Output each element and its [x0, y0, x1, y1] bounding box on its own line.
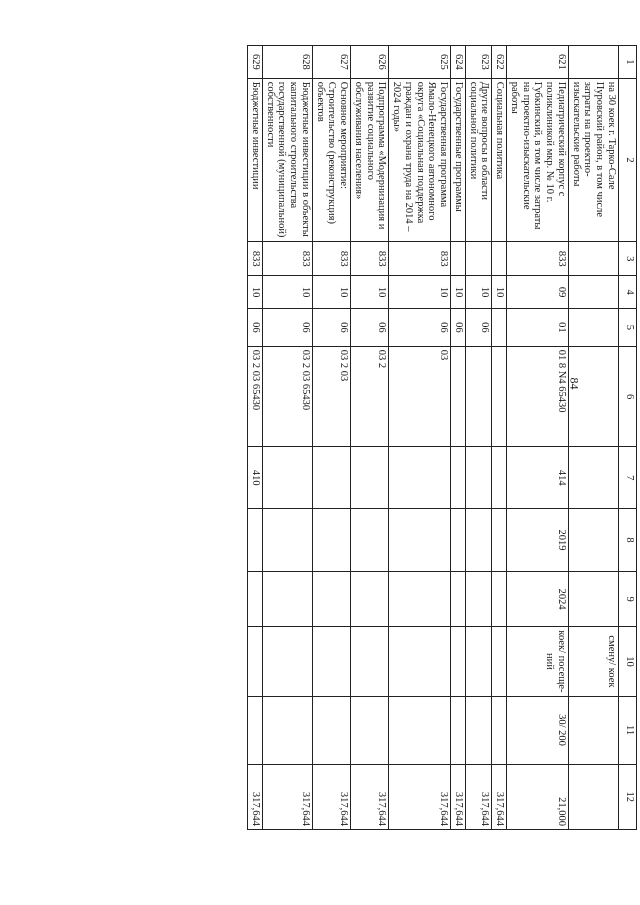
table-cell: [263, 696, 313, 764]
table-cell: 627: [313, 46, 351, 79]
table-cell: [451, 447, 466, 509]
row-name-cell: Бюджетные инвестиции в объекты капитального строительства государственной (муниципальной) собственности: [263, 78, 313, 242]
table-cell: 317,644: [351, 764, 389, 830]
table-row: [507, 46, 569, 830]
table-cell: [466, 447, 493, 509]
table-cell: 833: [313, 242, 351, 276]
table-cell: [248, 571, 263, 626]
table-cell: [389, 627, 451, 696]
table-cell: [451, 571, 466, 626]
table-cell: 621: [507, 46, 569, 79]
table-cell: [313, 571, 351, 626]
table-cell: [389, 571, 451, 626]
header-cell: 1: [619, 46, 637, 79]
table-cell: [569, 346, 619, 447]
table-cell: [569, 696, 619, 764]
row-name-cell: Государственная программа Ямало-Ненецкого автономного округа «Социальная поддержка граждан и охрана труда на 2014 – 2024 годы»: [389, 78, 451, 242]
table-cell: 06: [313, 309, 351, 347]
table-cell: 10: [451, 276, 466, 309]
header-cell: 6: [619, 346, 637, 447]
table-row: [263, 46, 313, 830]
table-cell: [451, 696, 466, 764]
table-row: [313, 46, 351, 830]
table-cell: 317,644: [451, 764, 466, 830]
table-cell: [263, 627, 313, 696]
table-cell: 21,000: [507, 764, 569, 830]
table-cell: [351, 509, 389, 572]
table-cell: 2024: [507, 571, 569, 626]
row-name-cell: Педиатрический корпус с поликлиникой мкр. № 10 г. Губкинский, в том числе затраты на проектно-изыскательские работы: [507, 78, 569, 242]
table-cell: [569, 447, 619, 509]
table-cell: [492, 309, 507, 347]
header-cell: 11: [619, 696, 637, 764]
table-cell: [451, 627, 466, 696]
table-cell: [313, 627, 351, 696]
table-cell: 10: [492, 276, 507, 309]
table-cell: [466, 627, 493, 696]
table-cell: [569, 764, 619, 830]
table-cell: 317,644: [466, 764, 493, 830]
table-cell: 06: [451, 309, 466, 347]
table-cell: [263, 571, 313, 626]
table-cell: 414: [507, 447, 569, 509]
table-cell: 01: [507, 309, 569, 347]
row-name-cell: Основное мероприятие: Строительство (реконструкция) объектов: [313, 78, 351, 242]
table-cell: [451, 509, 466, 572]
table-cell: [569, 509, 619, 572]
table-cell: [492, 571, 507, 626]
row-name-cell: на 30 коек г. Тарко-Сале Пуровский район, в том числе затраты на проектно-изыскательские работы: [569, 78, 619, 242]
table-cell: 03: [389, 346, 451, 447]
table-cell: 10: [263, 276, 313, 309]
header-cell: 3: [619, 242, 637, 276]
table-cell: [263, 509, 313, 572]
table-cell: 623: [466, 46, 493, 79]
budget-table-container: [112, 45, 637, 830]
table-cell: 833: [351, 242, 389, 276]
table-cell: 10: [389, 276, 451, 309]
table-cell: 317,644: [248, 764, 263, 830]
table-cell: [569, 309, 619, 347]
table-cell: 317,644: [389, 764, 451, 830]
header-row: [619, 46, 637, 830]
table-cell: [451, 242, 466, 276]
table-cell: 317,644: [492, 764, 507, 830]
header-cell: 2: [619, 78, 637, 242]
header-cell: 5: [619, 309, 637, 347]
table-cell: 10: [248, 276, 263, 309]
table-cell: 01 8 N4 65430: [507, 346, 569, 447]
table-cell: 06: [389, 309, 451, 347]
row-name-cell: Подпрограмма «Модернизация и развитие социального обслуживания населения»: [351, 78, 389, 242]
table-cell: [351, 447, 389, 509]
table-cell: 622: [492, 46, 507, 79]
table-cell: [389, 696, 451, 764]
header-cell: 7: [619, 447, 637, 509]
table-cell: 833: [248, 242, 263, 276]
row-name-cell: Бюджетные инвестиции: [248, 78, 263, 242]
table-body: [248, 46, 637, 830]
table-cell: 10: [351, 276, 389, 309]
table-cell: 03 2 03 65430: [263, 346, 313, 447]
header-cell: 8: [619, 509, 637, 572]
table-cell: 09: [507, 276, 569, 309]
table-cell: [248, 696, 263, 764]
table-cell: [466, 346, 493, 447]
table-cell: коек/ посеще-ний: [507, 627, 569, 696]
table-cell: 03 2 03 65430: [248, 346, 263, 447]
table-cell: 2019: [507, 509, 569, 572]
table-cell: 30/ 200: [507, 696, 569, 764]
rotated-page-content: [112, 45, 637, 830]
table-cell: [466, 509, 493, 572]
table-cell: смену/ коек: [569, 627, 619, 696]
table-cell: [492, 242, 507, 276]
row-name-cell: Другие вопросы в области социальной политики: [466, 78, 493, 242]
table-cell: [466, 242, 493, 276]
table-row: [451, 46, 466, 830]
table-cell: 626: [351, 46, 389, 79]
table-cell: 06: [351, 309, 389, 347]
table-cell: [389, 509, 451, 572]
table-cell: 06: [466, 309, 493, 347]
table-cell: [313, 509, 351, 572]
table-cell: 629: [248, 46, 263, 79]
table-cell: 833: [389, 242, 451, 276]
table-cell: [569, 276, 619, 309]
table-cell: 03 2: [351, 346, 389, 447]
table-cell: [569, 242, 619, 276]
table-row: [389, 46, 451, 830]
row-name-cell: Государственные программы: [451, 78, 466, 242]
table-cell: 06: [248, 309, 263, 347]
table-cell: [492, 447, 507, 509]
table-cell: [451, 346, 466, 447]
page-number: 84: [567, 377, 582, 390]
table-cell: [248, 509, 263, 572]
table-row: [466, 46, 493, 830]
table-cell: [492, 509, 507, 572]
table-cell: 833: [263, 242, 313, 276]
table-row: [248, 46, 263, 830]
table-cell: 317,644: [263, 764, 313, 830]
table-cell: [313, 447, 351, 509]
table-cell: [351, 696, 389, 764]
table-cell: [569, 46, 619, 79]
table-cell: [263, 447, 313, 509]
table-cell: [492, 346, 507, 447]
table-cell: 03 2 03: [313, 346, 351, 447]
table-row: [492, 46, 507, 830]
table-cell: [466, 571, 493, 626]
table-cell: [313, 696, 351, 764]
table-row: [569, 46, 619, 830]
table-row: [351, 46, 389, 830]
table-cell: [492, 696, 507, 764]
table-cell: [389, 447, 451, 509]
table-cell: [569, 571, 619, 626]
table-cell: 628: [263, 46, 313, 79]
table-cell: 624: [451, 46, 466, 79]
table-cell: [351, 627, 389, 696]
header-cell: 10: [619, 627, 637, 696]
row-name-cell: Социальная политика: [492, 78, 507, 242]
table-cell: 06: [263, 309, 313, 347]
table-cell: 410: [248, 447, 263, 509]
table-cell: [492, 627, 507, 696]
header-cell: 4: [619, 276, 637, 309]
budget-table: [247, 45, 637, 830]
table-cell: 833: [507, 242, 569, 276]
table-cell: 317,644: [313, 764, 351, 830]
table-cell: 10: [313, 276, 351, 309]
table-cell: [466, 696, 493, 764]
table-cell: [351, 571, 389, 626]
table-cell: 10: [466, 276, 493, 309]
header-cell: 9: [619, 571, 637, 626]
header-cell: 12: [619, 764, 637, 830]
table-cell: 625: [389, 46, 451, 79]
table-cell: [248, 627, 263, 696]
